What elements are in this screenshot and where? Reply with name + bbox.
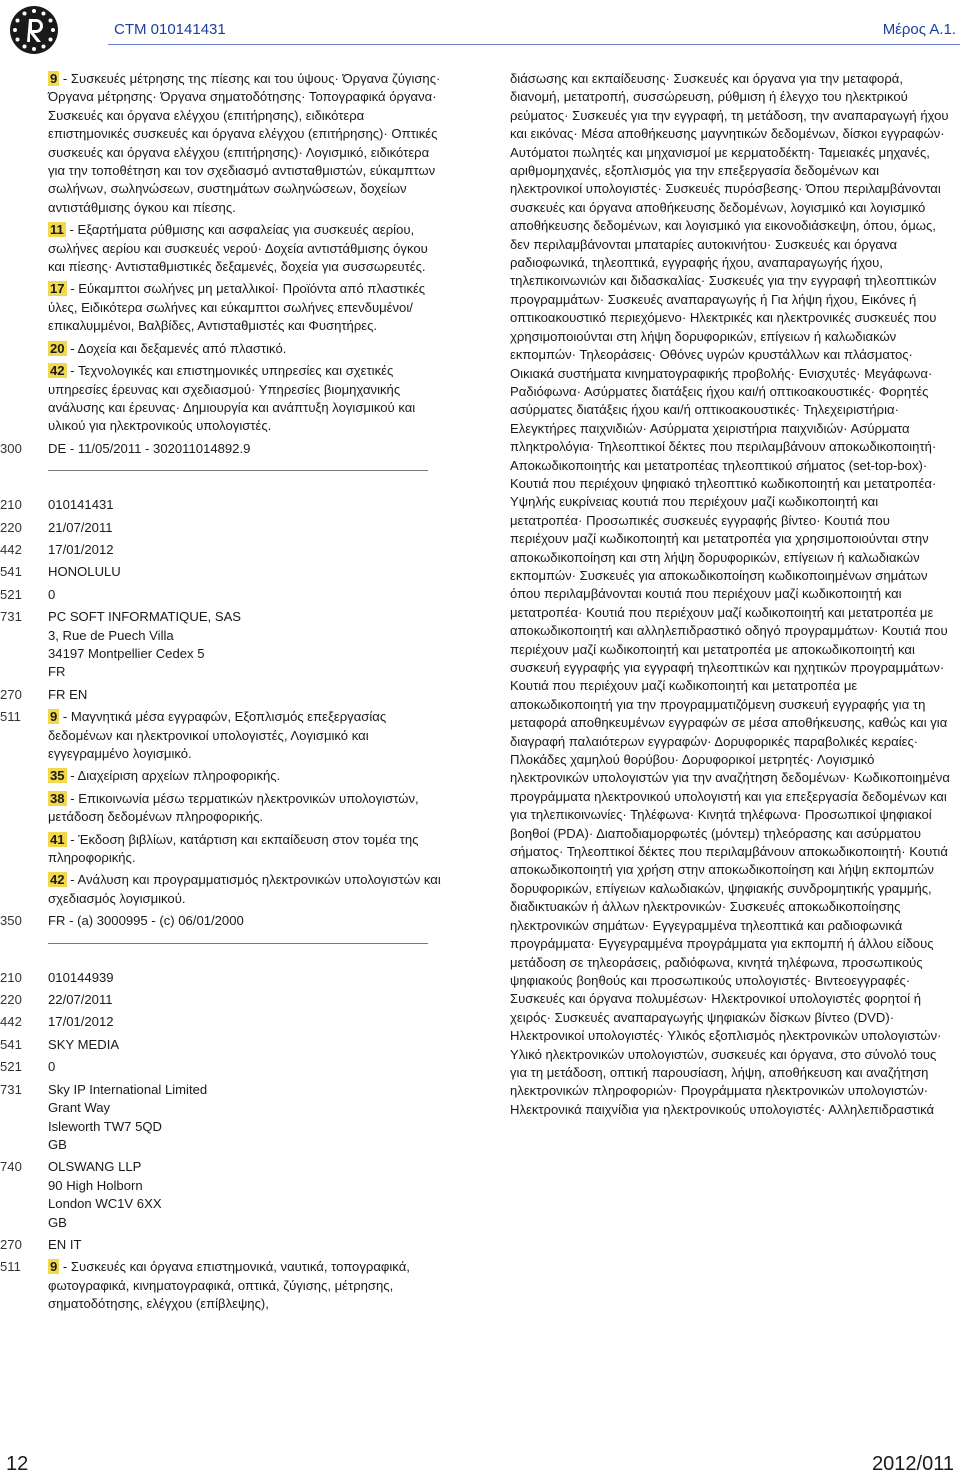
class-item: 9 - Μαγνητικά μέσα εγγραφών, Εξοπλισμός επεξεργασίας δεδομένων και ηλεκτρονικοί υπολογιστές, Λογισμικό και εγγεγραμμένο λογισμικό.: [48, 709, 387, 761]
class-badge: 20: [50, 340, 65, 356]
left-column: [0, 70, 448, 1314]
application-number: 010141431: [48, 497, 114, 513]
class-item: 41 - Έκδοση βιβλίων, κατάρτιση και εκπαίδευση στον τομέα της πληροφορικής.: [48, 831, 419, 866]
entry-divider: [48, 470, 428, 472]
mark-name: SKY MEDIA: [48, 1036, 120, 1052]
field-code: 300: [0, 440, 22, 456]
field-270: [0, 1236, 448, 1254]
field-521: [0, 1058, 448, 1076]
field-740: [0, 1158, 448, 1232]
priority-value: DE - 11/05/2011 - 302011014892.9: [48, 440, 251, 456]
field-541: [0, 563, 448, 581]
field-code: 731: [0, 1081, 22, 1097]
class-badge: 42: [50, 363, 65, 379]
right-column: [510, 70, 950, 1119]
field-731: [0, 1081, 448, 1155]
class-badge: 38: [50, 790, 65, 806]
class-badge: 9: [50, 709, 58, 725]
class-item: 11 - Εξαρτήματα ρύθμισης και ασφαλείας για συσκευές αερίου, σωλήνες αερίου και συσκευές νερού· Δοχεία αντιστάθμισης όγκου και πίεσης· Αντισταθμιστικές δεξαμενές, δοχεία για συσσωρευτές.: [48, 222, 428, 275]
eu-stars-logo-icon: [8, 4, 60, 56]
publication-date: 17/01/2012: [48, 1014, 114, 1030]
class-item: 38 - Επικοινωνία μέσω τερματικών ηλεκτρονικών υπολογιστών, μετάδοση δεδομένων πληροφορικής.: [48, 790, 419, 825]
field-210: [0, 969, 448, 987]
field-code: 511: [0, 709, 21, 725]
page-header: [0, 0, 960, 60]
class-item: 17 - Εύκαμπτοι σωλήνες μη μεταλλικοί· Προϊόντα από πλαστικές ύλες, Ειδικότερα σωλήνες και εύκαμπτοι σωλήνες επενδυμένοι/επικαλυμμένοι, Βαλβίδες, Αντισταθμιστές και Φυσητήρες.: [48, 281, 426, 334]
bulletin-issue: 2012/011: [872, 1453, 954, 1475]
representative-address: OLSWANG LLP 90 High Holborn London WC1V 6XX GB: [48, 1159, 162, 1230]
field-521-value: 0: [48, 1059, 56, 1075]
class-item: 20 - Δοχεία και δεξαμενές από πλαστικό.: [50, 340, 287, 356]
field-350: [0, 912, 448, 930]
mark-name: HONOLULU: [48, 564, 121, 580]
class-item: 42 - Τεχνολογικές και επιστημονικές υπηρεσίες και σχετικές υπηρεσίες έρευνας και σχεδιασμού· Υπηρεσίες βιομηχανικής ανάλυσης και έρευνας· Δημιουργία και ανάπτυξη λογισμικού και υλικού για ηλεκτρονικούς υπολογιστές.: [48, 363, 416, 434]
class-badge: 41: [50, 831, 65, 847]
owner-address: PC SOFT INFORMATIQUE, SAS 3, Rue de Puech Villa 34197 Montpellier Cedex 5 FR: [48, 609, 242, 680]
goods-services-list: [48, 1258, 448, 1313]
languages: FR EN: [48, 686, 88, 702]
class-badge: 9: [50, 1259, 58, 1275]
field-code: 442: [0, 1014, 22, 1030]
field-code: 442: [0, 541, 22, 557]
field-220: [0, 519, 448, 537]
publication-date: 17/01/2012: [48, 541, 114, 557]
field-731: [0, 608, 448, 682]
class-badge: 11: [50, 222, 64, 238]
field-code: 270: [0, 686, 22, 702]
goods-services-list: [48, 70, 448, 436]
entry-divider: [48, 943, 428, 945]
page-number: 12: [6, 1453, 29, 1475]
field-210: [0, 496, 448, 514]
class-badge: 42: [50, 872, 65, 888]
field-code: 740: [0, 1159, 22, 1175]
document-code: CTM 010141431: [114, 21, 226, 38]
languages: EN IT: [48, 1236, 82, 1252]
class-item: 9 - Συσκευές μέτρησης της πίεσης και του ύψους· Όργανα ζύγισης· Όργανα μέτρησης· Όργανα σηματοδότησης· Τοπογραφικά όργανα· Συσκευές και όργανα ελέγχου (επιτήρησης), ειδικότερα επιστημονικές συσκευές και όργανα ελέγχου (επιτήρησης)· Οπτικές συσκευές και όργανα ελέγχου (επιτήρησης)· Λογισμικό, ειδικότερα για την τοποθέτηση και τον σχεδιασμό αντισταθμιστών, εύκαμπτων σωλήνων, σωληνώσεων, συστημάτων σωληνώσεων, δοχείων αντιστάθμισης όγκου και πίεσης.: [48, 71, 441, 215]
field-code: 731: [0, 609, 22, 625]
field-220: [0, 991, 448, 1009]
class-badge: 35: [50, 768, 65, 784]
class-item: 9 - Συσκευές και όργανα επιστημονικά, ναυτικά, τοπογραφικά, φωτογραφικά, κινηματογραφικά, οπτικά, ζύγισης, μέτρησης, σηματοδότησης, ελέγχου (επίβλεψης),: [48, 1259, 410, 1312]
document-part: Μέρος Α.1.: [882, 21, 956, 38]
field-521-value: 0: [48, 586, 56, 602]
field-442: [0, 1013, 448, 1031]
filing-date: 22/07/2011: [48, 992, 113, 1008]
class-item: 42 - Ανάλυση και προγραμματισμός ηλεκτρονικών υπολογιστών και σχεδιασμός λογισμικού.: [48, 872, 441, 906]
goods-services-list: [48, 708, 448, 908]
class-badge: 9: [50, 71, 58, 86]
field-code: 521: [0, 1059, 22, 1075]
field-code: 541: [0, 564, 22, 580]
seniority-value: FR - (a) 3000995 - (c) 06/01/2000: [48, 913, 244, 929]
header-rule: [108, 44, 960, 45]
field-511: [0, 708, 448, 908]
field-code: 541: [0, 1036, 22, 1052]
field-code: 270: [0, 1236, 22, 1252]
owner-address: Sky IP International Limited Grant Way Isleworth TW7 5QD GB: [48, 1081, 208, 1152]
field-code: 521: [0, 586, 22, 602]
field-code: 220: [0, 992, 22, 1008]
field-270: [0, 686, 448, 704]
field-442: [0, 541, 448, 559]
field-511: [0, 1258, 448, 1313]
field-541: [0, 1036, 448, 1054]
field-511-continued: [0, 70, 448, 436]
field-code: 220: [0, 519, 22, 535]
goods-services-continuation: διάσωσης και εκπαίδευσης· Συσκευές και όργανα για την μεταφορά, διανομή, μετατροπή, συσσώρευση, ρύθμιση ή έλεγχο του ηλεκτρικού ρεύματος· Συσκευές για την εγγραφή, τη μετάδοση, την αναπαραγωγή ήχου και εικόνας· Μέσα αποθήκευσης μαγνητικών δεδομένων, δίσκοι εγγραφών· Αυτόματοι πωλητές και μηχανισμοί με κερματοδέκτη· Ταμειακές μηχανές, αριθμομηχανές, εξοπλισμός για την επεξεργασία δεδομένων και ηλεκτρονικοί υπολογιστές· Συσκευές πυρόσβεσης· Όπου περιλαμβάνονται συσκευές και όργανα αποθήκευσης δεδομένων, λογισμικό και λογισμικό αποθήκευσης δεδομένων, και λογισμικό για εικονοδιάσκεψη, όπου, όμως, δεν περιλαμβάνονται μπαταρίες αυτοκινήτου· Συσκευές και όργανα ραδιοφωνικά, τηλεοπτικά, εγγραφής ήχου, αναπαραγωγής ήχου, τηλεπικοινωνιών και διδασκαλίας· Συσκευές για την εγγραφή τηλεοπτικών προγραμμάτων· Συσκευές αναπαραγωγής ή Για λήψη ήχου, Εικόνες ή οπτικοακουστικό περιεχόμενο· Ηλεκτρικές και ηλεκτρονικές συσκευές που χρησιμοποιούνται στη λήψη δορυφορικών, επίγειων ή καλωδιακών εκπομπών· Τηλεοράσεις· Οθόνες υγρών κρυστάλλων και πλάσματος· Οικιακά συστήματα κινηματογραφικής προβολής· Ενισχυτές· Μεγάφωνα· Ραδιόφωνα· Ασύρματες διατάξεις ήχου και/ή οπτικοακουστικές· Φορητές ασύρματες διατάξεις ήχου και/ή οπτικοακουστικές· Τηλεχειριστήρια· Ελεγκτήρες παιχνιδιών· Ασύρματα χειριστήρια παιχνιδιών· Ασύρματα πληκτρολόγια· Τηλεοπτικοί δέκτες που περιλαμβάνουν αποκωδικοποιητή· Αποκωδικοποιητής και μετατροπέας τηλεοπτικού σήματος (set-top-box)· Κουτιά που περιέχουν ψηφιακό τηλεοπτικό κωδικοποιητή και μετατροπέα· Υψηλής ευκρίνειας κουτιά που περιέχουν μαζί κωδικοποιητή και μετατροπέα· Προσωπικές συσκευές εγγραφής βίντεο· Κουτιά που περιέχουν μαζί κωδικοποιητή και μετατροπέα για χρησιμοποιούνται στην αποκωδικοποίηση και στη λήψη δορυφορικών, επίγειων ή καλωδιακών εκπομπών· Συσκευές για αποκωδικοποίηση κωδικοποιημένων σημάτων όπου περιλαμβάνονται κουτιά που περιέχουν μαζί κωδικοποιητή και μετατροπέα· Κουτιά που περιέχουν μαζί κωδικοποιητή και μετατροπέα με αποκωδικοποιητή και αλληλεπιδραστικό οδηγό προγραμμάτων· Κουτιά που περιέχουν μαζί κωδικοποιητή και μετατροπέα με αποκωδικοποιητή και συσκευή εγγραφής για εγγραφή τηλεοπτικών και ηχητικών προγραμμάτων· Κουτιά που περιέχουν μαζί κωδικοποιητή και μετατροπέα με αποκωδικοποιητή για την προγραμματιζόμενη συσκευή εγγραφής για τη μεταφορά αποθηκευμένων εγγραφών σε μέσα αποθήκευσης, καθώς και για διαγραφή παλαιότερων εγγραφών· Δορυφορικές παραβολικές κεραίες· Πλοκάδες χαμηλού θορύβου· Δορυφορικοί μετρητές· Λογισμικό ηλεκτρονικών υπολογιστών για την αναζήτηση δεδομένων· Κωδικοποιημένα προγράμματα ηλεκτρονικού υπολογιστή και για επεξεργασία δεδομένων και για τηλεπικοινωνίες· Τηλέφωνα· Κινητά τηλέφωνα· Προσωπικοί ψηφιακοί βοηθοί (PDA)· Διαποδιαμορφωτές (μόντεμ) τηλεόρασης και ασύρματου σήματος· Τηλεοπτικοί δέκτες που περιλαμβάνουν αποκωδικοποιητή· Κουτιά αποκωδικοποιητή για χρήση στην αποκωδικοποίηση και λήψη εκπομπών δορυφορικών, επίγειων καλωδιακών, ψηφιακής συνδρομητικής γραμμής, διαδικτυακών ή άλλων ηλεκτρονικών· Συσκευές αποκωδικοποίησης ηλεκτρονικών σημάτων· Εγγεγραμμένα τηλεοπτικά και ραδιοφωνικά προγράμματα· Εγγεγραμμένα προγράμματα για εκπομπή ή άλλου είδους μετάδοση σε τηλεοράσεις, ραδιόφωνα, κινητά τηλέφωνα, προσωπικούς ψηφιακούς βοηθούς και προσωπικούς υπολογιστές· Βιντεοεγγραφές· Συσκευές και όργανα πολυμέσων· Ηλεκτρονικοί υπολογιστές φορητοί ή χειρός· Συσκευές αναπαραγωγής ψηφιακών δίσκων βίντεο (DVD)· Ηλεκτρονικοί υπολογιστές· Υλικός εξοπλισμός ηλεκτρονικών υπολογιστών· Υλικό ηλεκτρονικών υπολογιστών, συσκευές και όργανα, στο σύνολό τους για τη μετάδοση, οπτική παρουσίαση, λήψη, αποθήκευση και αναζήτηση ηλεκτρονικών πληροφοριών· Προγράμματα ηλεκτρονικών υπολογιστών· Ηλεκτρονικά παιχνίδια για ηλεκτρονικούς υπολογιστές· Αλληλεπιδραστικά: [510, 71, 950, 1117]
class-item: 35 - Διαχείριση αρχείων πληροφορικής.: [50, 768, 281, 784]
field-code: 511: [0, 1259, 21, 1275]
field-code: 350: [0, 913, 22, 929]
field-code: 210: [0, 497, 22, 513]
field-300: [0, 440, 448, 458]
filing-date: 21/07/2011: [48, 519, 113, 535]
class-badge: 17: [50, 281, 65, 297]
application-number: 010144939: [48, 969, 114, 985]
field-code: 210: [0, 969, 22, 985]
field-521: [0, 586, 448, 604]
